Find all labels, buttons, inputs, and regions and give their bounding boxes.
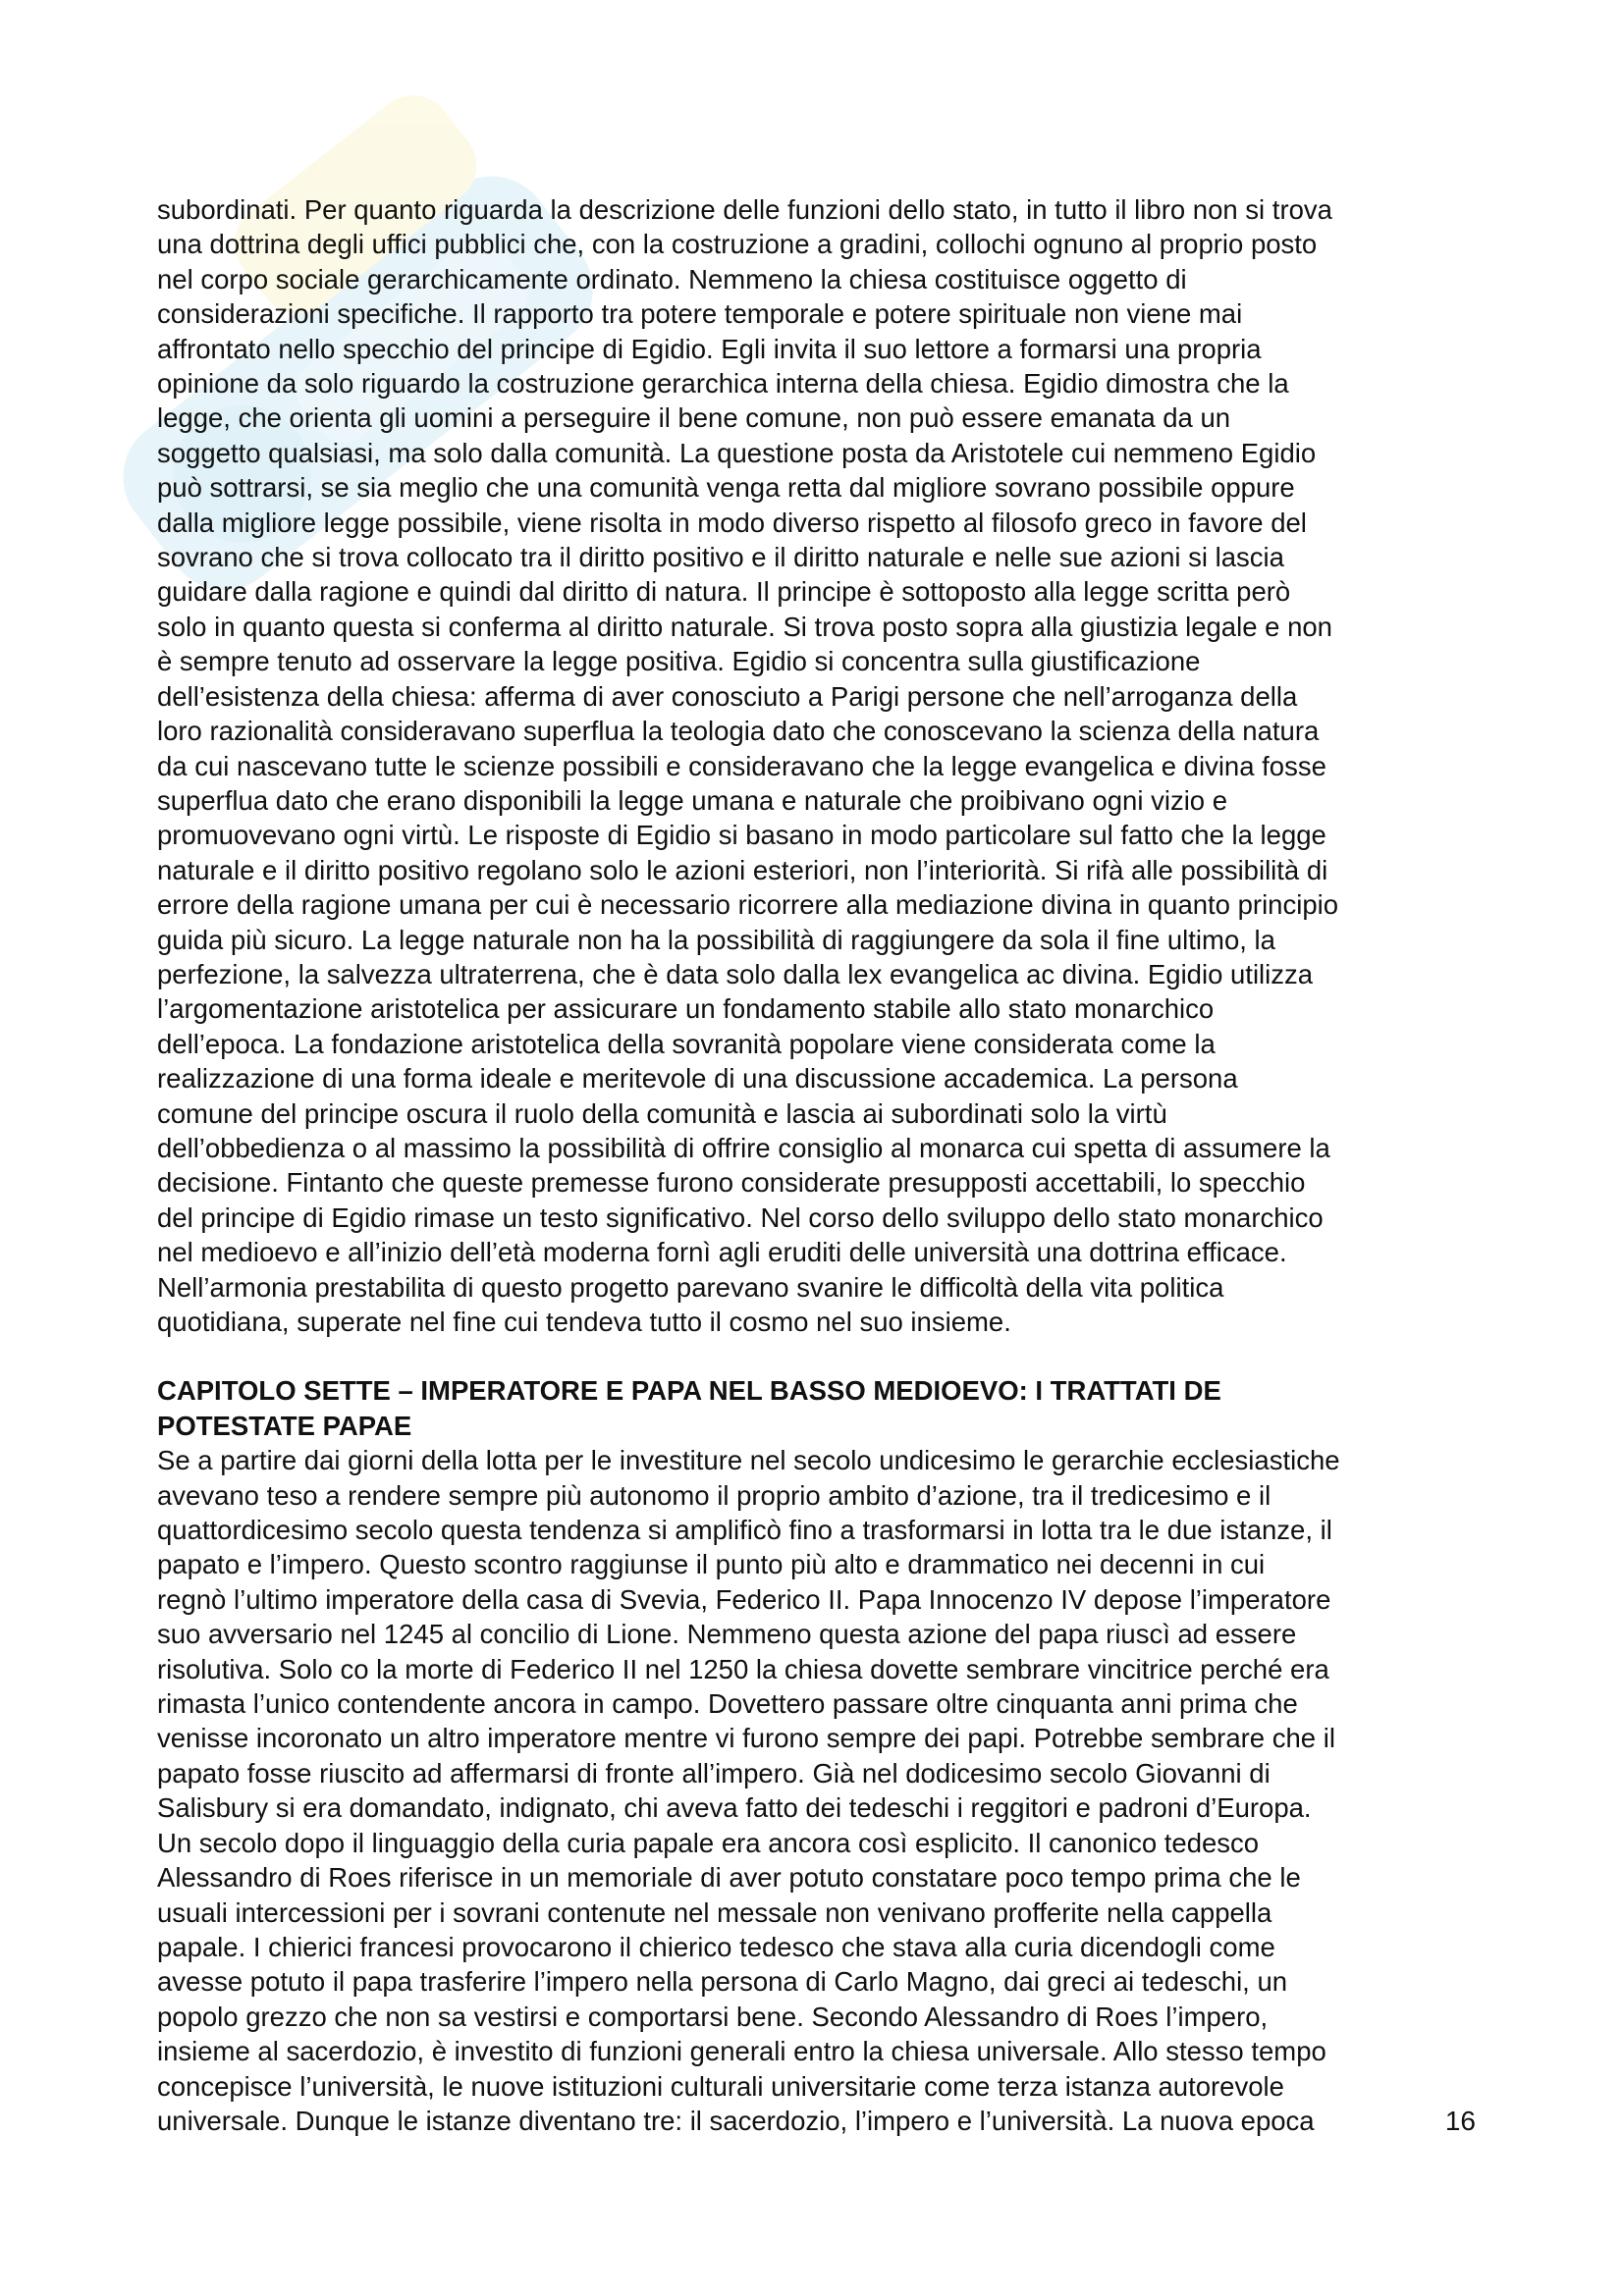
paragraph1-line: decisione. Fintanto che queste premesse furono considerate presupposti accettabili, lo specchio (157, 1167, 1306, 1199)
paragraph1-line: naturale e il diritto positivo regolano solo le azioni esteriori, non l’interiorità. Si rifà alle possibilità di (157, 854, 1328, 885)
paragraph1-line: dell’esistenza della chiesa: afferma di aver conosciuto a Parigi persone che nell’arroganza della (157, 680, 1298, 712)
chapter-heading-line: POTESTATE PAPAE (157, 1410, 412, 1441)
paragraph1-line: promuovevano ogni virtù. Le risposte di Egidio si basano in modo particolare sul fatto che la legge (157, 820, 1326, 851)
paragraph-egidio (157, 192, 1492, 1339)
paragraph1-line: comune del principe oscura il ruolo della comunità e lascia ai subordinati solo la virtù (157, 1097, 1167, 1129)
paragraph1-line: può sottrarsi, se sia meglio che una comunità venga retta dal migliore sovrano possibile oppure (157, 472, 1295, 504)
chapter-heading-line: CAPITOLO SETTE – IMPERATORE E PAPA NEL BASSO MEDIOEVO: I TRATTATI DE (157, 1375, 1221, 1407)
paragraph1-line: errore della ragione umana per cui è necessario ricorrere alla mediazione divina in quanto principio (157, 889, 1339, 921)
paragraph1-line: sovrano che si trova collocato tra il diritto positivo e il diritto naturale e nelle sue azioni si lascia (157, 542, 1284, 573)
paragraph1-line: realizzazione di una forma ideale e meritevole di una discussione accademica. La persona (157, 1063, 1238, 1095)
paragraph1-line: subordinati. Per quanto riguarda la descrizione delle funzioni dello stato, in tutto il libro non si trova (157, 194, 1332, 225)
paragraph1-line: dell’epoca. La fondazione aristotelica della sovranità popolare viene considerata come la (157, 1028, 1216, 1059)
paragraph1-line: l’argomentazione aristotelica per assicurare un fondamento stabile allo stato monarchico (157, 993, 1215, 1025)
paragraph1-line: guidare dalla ragione e quindi dal diritto di natura. Il principe è sottoposto alla legge scritta però (157, 576, 1291, 608)
paragraph2-line: usuali intercessioni per i sovrani contenute nel messale non venivano profferite nella cappella (157, 1896, 1272, 1928)
paragraph2-line: universale. Dunque le istanze diventano tre: il sacerdozio, l’impero e l’università. La nuova epoca (157, 2105, 1315, 2136)
paragraph1-line: da cui nascevano tutte le scienze possibili e consideravano che la legge evangelica e divina fosse (157, 750, 1326, 781)
paragraph1-line: guida più sicuro. La legge naturale non ha la possibilità di raggiungere da sola il fine ultimo, la (157, 924, 1275, 955)
paragraph1-line: del principe di Egidio rimase un testo significativo. Nel corso dello sviluppo dello stato monarchico (157, 1201, 1324, 1233)
paragraph2-line: papato e l’impero. Questo scontro raggiunse il punto più alto e drammatico nei decenni in cui (157, 1549, 1266, 1580)
paragraph1-line: perfezione, la salvezza ultraterrena, che è data solo dalla lex evangelica ac divina. Egidio utilizza (157, 958, 1314, 989)
paragraph1-line: superflua dato che erano disponibili la legge umana e naturale che proibivano ogni vizio e (157, 784, 1228, 816)
paragraph1-line: loro razionalità consideravano superflua la teologia dato che conoscevano la scienza della natura (157, 716, 1320, 747)
paragraph1-line: una dottrina degli uffici pubblici che, con la costruzione a gradini, collochi ognuno al proprio posto (157, 229, 1318, 260)
paragraph2-line: risolutiva. Solo co la morte di Federico II nel 1250 la chiesa dovette sembrare vincitrice perché era (157, 1653, 1329, 1684)
paragraph2-line: popolo grezzo che non sa vestirsi e comportarsi bene. Secondo Alessandro di Roes l’impero, (157, 2001, 1269, 2032)
paragraph1-line: nel medioevo e all’inizio dell’età moderna fornì agli eruditi delle università una dottrina efficace. (157, 1237, 1287, 1268)
paragraph1-line: quotidiana, superate nel fine cui tendeva tutto il cosmo nel suo insieme. (157, 1307, 1011, 1337)
paragraph1-line: Nell’armonia prestabilita di questo progetto parevano svanire le difficoltà della vita politica (157, 1271, 1224, 1303)
paragraph1-line: dell’obbedienza o al massimo la possibilità di offrire consiglio al monarca cui spetta di assumere la (157, 1132, 1330, 1163)
paragraph2-line: quattordicesimo secolo questa tendenza si amplificò fino a trasformarsi in lotta tra le due istanze, il (157, 1515, 1332, 1546)
paragraph1-line: solo in quanto questa si conferma al diritto naturale. Si trova posto sopra alla giustizia legale e non (157, 611, 1332, 642)
paragraph1-line: dalla migliore legge possibile, viene risolta in modo diverso rispetto al filosofo greco in favore del (157, 507, 1307, 538)
page-body (157, 192, 1492, 2138)
paragraph2-line: concepisce l’università, le nuove istituzioni culturali universitarie come terza istanza autorevole (157, 2070, 1284, 2102)
paragraph2-line: avevano teso a rendere sempre più autonomo il proprio ambito d’azione, tra il tredicesimo e il (157, 1479, 1271, 1511)
paragraph1-line: nel corpo sociale gerarchicamente ordinato. Nemmeno la chiesa costituisce oggetto di (157, 263, 1187, 294)
paragraph2-line: Se a partire dai giorni della lotta per le investiture nel secolo undicesimo le gerarchie ecclesiastiche (157, 1445, 1340, 1476)
paragraph2-line: papato fosse riuscito ad affermarsi di fronte all’impero. Già nel dodicesimo secolo Giovanni di (157, 1757, 1271, 1789)
paragraph2-line: Alessandro di Roes riferisce in un memoriale di aver potuto constatare poco tempo prima che le (157, 1862, 1301, 1894)
paragraph1-line: considerazioni specifiche. Il rapporto tra potere temporale e potere spirituale non viene mai (157, 298, 1243, 330)
paragraph2-line: venisse incoronato un altro imperatore mentre vi furono sempre dei papi. Potrebbe sembrare che il (157, 1723, 1335, 1754)
page-number: 16 (1444, 2106, 1476, 2136)
paragraph2-line: suo avversario nel 1245 al concilio di Lione. Nemmeno questa azione del papa riuscì ad essere (157, 1619, 1297, 1650)
paragraph2-line: papale. I chierici francesi provocarono il chierico tedesco che stava alla curia dicendogli come (157, 1931, 1275, 1962)
chapter-heading (157, 1373, 1492, 1443)
paragraph2-line: rimasta l’unico contendente ancora in campo. Dovettero passare oltre cinquanta anni prima che (157, 1688, 1298, 1720)
paragraph2-line: regnò l’ultimo imperatore della casa di Svevia, Federico II. Papa Innocenzo IV depose l’imperatore (157, 1583, 1331, 1615)
paragraph1-line: opinione da solo riguardo la costruzione gerarchica interna della chiesa. Egidio dimostra che la (157, 368, 1289, 400)
paragraph2-line: Un secolo dopo il linguaggio della curia papale era ancora così esplicito. Il canonico tedesco (157, 1827, 1260, 1858)
paragraph-imperatore-papa (157, 1443, 1492, 2138)
paragraph1-line: è sempre tenuto ad osservare la legge positiva. Egidio si concentra sulla giustificazione (157, 646, 1201, 677)
paragraph1-line: soggetto qualsiasi, ma solo dalla comunità. La questione posta da Aristotele cui nemmeno Egidio (157, 437, 1317, 468)
paragraph2-line: Salisbury si era domandato, indignato, chi aveva fatto dei tedeschi i reggitori e padroni d’Europa. (157, 1792, 1312, 1824)
paragraph1-line: affrontato nello specchio del principe di Egidio. Egli invita il suo lettore a formarsi una propria (157, 333, 1262, 364)
paragraph2-line: avesse potuto il papa trasferire l’impero nella persona di Carlo Magno, dai greci ai tedeschi, un (157, 1966, 1288, 1998)
paragraph1-line: legge, che orienta gli uomini a perseguire il bene comune, non può essere emanata da un (157, 402, 1231, 434)
paragraph2-line: insieme al sacerdozio, è investito di funzioni generali entro la chiesa universale. Allo stesso tempo (157, 2036, 1326, 2067)
